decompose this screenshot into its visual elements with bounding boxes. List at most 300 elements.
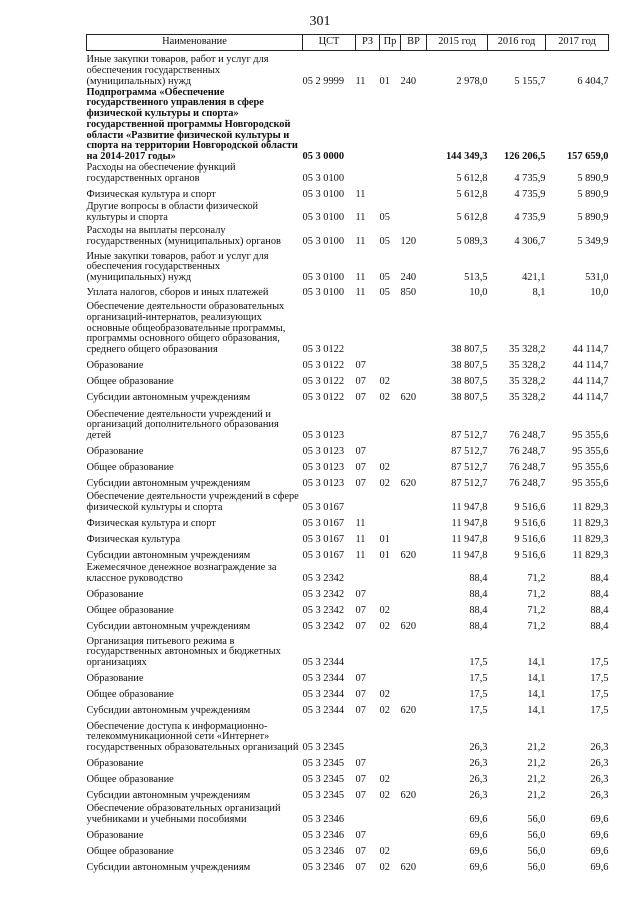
cell-y2015: 26,3 [469, 790, 488, 802]
cell-rz: 07 [355, 758, 366, 770]
cell-pr [380, 802, 401, 826]
cell-y2016: 56,0 [527, 814, 546, 826]
cell-y2016: 56,0 [527, 830, 546, 842]
cell-name: Общее образование [86, 774, 174, 786]
cell-y2015: 2 978,0 [456, 75, 488, 87]
cell-rz: 07 [355, 589, 366, 601]
table-row [87, 514, 609, 530]
cell-name: Образование [86, 360, 144, 372]
cell-y2017: 17,5 [590, 705, 609, 717]
cell-y2017: 95 355,6 [572, 478, 609, 490]
cell-y2016: 71,2 [527, 605, 546, 617]
cell-y2015: 11 947,8 [451, 534, 488, 546]
cell-name: Субсидии автономным учреждениям [86, 392, 251, 404]
cell-y2016: 9 516,6 [514, 502, 546, 514]
cell-vr [401, 490, 427, 514]
cell-rz: 11 [355, 287, 366, 299]
cell-name: Общее образование [86, 462, 174, 474]
cell-code: 05 3 2346 [302, 830, 345, 842]
cell-pr [380, 185, 401, 201]
cell-y2016: 421,1 [522, 272, 546, 284]
cell-rz: 07 [355, 478, 366, 490]
cell-pr: 05 [379, 212, 390, 224]
cell-code: 05 3 2342 [302, 621, 345, 633]
cell-y2017: 95 355,6 [572, 462, 609, 474]
cell-rz: 07 [355, 830, 366, 842]
budget-table [86, 34, 609, 874]
cell-name: Иные закупки товаров, работ и услуг для обеспечения государственных (муниципальных) нужд [86, 250, 269, 284]
cell-name: Расходы на обеспечение функций государственных органов [86, 162, 236, 185]
table-row [87, 248, 609, 284]
cell-y2015: 69,6 [469, 846, 488, 858]
cell-rz: 07 [355, 790, 366, 802]
cell-vr [401, 372, 427, 388]
table-row [87, 458, 609, 474]
column-header-vr: ВР [401, 35, 427, 51]
column-header-name: Наименование [87, 35, 303, 51]
cell-y2017: 17,5 [590, 689, 609, 701]
cell-y2017: 69,6 [590, 814, 609, 826]
cell-code: 05 3 0123 [302, 430, 345, 442]
cell-pr: 02 [379, 862, 390, 874]
cell-y2015: 38 807,5 [451, 360, 488, 372]
cell-vr: 620 [400, 550, 417, 562]
cell-pr: 02 [379, 376, 390, 388]
cell-name: Образование [86, 758, 144, 770]
cell-pr [380, 442, 401, 458]
cell-y2016: 14,1 [527, 705, 546, 717]
cell-code: 05 3 2344 [302, 673, 345, 685]
cell-y2016: 9 516,6 [514, 518, 546, 530]
cell-name: Общее образование [86, 605, 174, 617]
table-row [87, 858, 609, 874]
table-row [87, 826, 609, 842]
cell-y2017: 44 114,7 [572, 344, 609, 356]
cell-code: 05 3 2346 [302, 862, 345, 874]
cell-rz: 07 [355, 774, 366, 786]
cell-rz: 07 [355, 689, 366, 701]
cell-vr [401, 163, 427, 185]
cell-y2017: 11 829,3 [572, 534, 609, 546]
cell-vr [401, 530, 427, 546]
cell-y2016: 76 248,7 [509, 478, 546, 490]
cell-name: Физическая культура и спорт [86, 189, 216, 201]
cell-pr [380, 490, 401, 514]
cell-y2016: 14,1 [527, 673, 546, 685]
cell-rz: 11 [355, 550, 366, 562]
cell-code: 05 3 0122 [302, 392, 345, 404]
cell-vr: 850 [400, 287, 417, 299]
cell-name: Общее образование [86, 376, 174, 388]
cell-name: Образование [86, 589, 144, 601]
table-row [87, 669, 609, 685]
cell-y2015: 87 512,7 [451, 430, 488, 442]
cell-y2015: 26,3 [469, 758, 488, 770]
cell-y2015: 88,4 [469, 589, 488, 601]
cell-code: 05 3 0167 [302, 534, 345, 546]
cell-rz [356, 88, 380, 164]
table-row [87, 474, 609, 490]
cell-pr: 02 [379, 689, 390, 701]
cell-name: Иные закупки товаров, работ и услуг для обеспечения государственных (муниципальных) нужд [86, 54, 269, 87]
cell-y2017: 11 829,3 [572, 502, 609, 514]
cell-pr [380, 754, 401, 770]
table-row [87, 585, 609, 601]
cell-code: 05 3 0123 [302, 462, 345, 474]
cell-y2017: 5 890,9 [577, 212, 609, 224]
column-header-code: ЦСТ [303, 35, 356, 51]
cell-name: Субсидии автономным учреждениям [86, 790, 251, 802]
cell-y2017: 44 114,7 [572, 376, 609, 388]
cell-pr [380, 633, 401, 669]
cell-code: 05 3 0123 [302, 478, 345, 490]
cell-rz [356, 299, 380, 356]
cell-pr: 02 [379, 790, 390, 802]
cell-y2016: 21,2 [527, 742, 546, 754]
cell-vr [401, 185, 427, 201]
cell-pr: 05 [379, 272, 390, 284]
cell-vr [401, 458, 427, 474]
table-row [87, 770, 609, 786]
cell-vr [401, 633, 427, 669]
cell-y2016: 8,1 [532, 287, 546, 299]
cell-y2015: 11 947,8 [451, 502, 488, 514]
cell-name: Подпрограмма «Обеспечение государственного управления в сфере физической культуры и спорта» государственной программы Новгородской области «Развитие физической культуры и спорта на территории Новгородской области на 2014-2017 годы» [86, 86, 298, 163]
cell-pr: 01 [379, 534, 390, 546]
cell-vr: 620 [400, 478, 417, 490]
table-row [87, 754, 609, 770]
table-row [87, 617, 609, 633]
table-row [87, 185, 609, 201]
cell-vr [401, 88, 427, 164]
cell-y2015: 17,5 [469, 705, 488, 717]
cell-name: Другие вопросы в области физической культуры и спорта [86, 201, 259, 224]
cell-code: 05 3 2342 [302, 589, 345, 601]
cell-y2016: 56,0 [527, 862, 546, 874]
cell-rz: 11 [355, 272, 366, 284]
cell-y2017: 11 829,3 [572, 550, 609, 562]
cell-y2016: 35 328,2 [509, 344, 546, 356]
cell-pr [380, 717, 401, 754]
cell-code: 05 3 0167 [302, 502, 345, 514]
cell-code: 05 3 0100 [302, 287, 345, 299]
cell-y2015: 144 349,3 [445, 151, 488, 163]
column-header-rz: РЗ [356, 35, 380, 51]
cell-vr [401, 754, 427, 770]
cell-code: 05 3 2346 [302, 814, 345, 826]
cell-rz [356, 717, 380, 754]
cell-pr [380, 299, 401, 356]
cell-y2016: 21,2 [527, 758, 546, 770]
cell-vr [401, 770, 427, 786]
table-row [87, 284, 609, 299]
cell-pr: 02 [379, 846, 390, 858]
cell-vr [401, 601, 427, 617]
cell-rz: 07 [355, 376, 366, 388]
cell-y2017: 69,6 [590, 862, 609, 874]
cell-y2016: 9 516,6 [514, 534, 546, 546]
cell-vr [401, 685, 427, 701]
cell-code: 05 3 0100 [302, 272, 345, 284]
cell-y2015: 5 612,8 [456, 173, 488, 185]
cell-y2017: 5 890,9 [577, 173, 609, 185]
cell-name: Ежемесячное денежное вознаграждение за классное руководство [86, 562, 277, 585]
table-row [87, 562, 609, 585]
cell-pr: 02 [379, 605, 390, 617]
cell-name: Обеспечение деятельности образовательных организаций-интернатов, реализующих основные общеобразовательные программы, программы основного общего образования, среднего общего образования [86, 301, 286, 356]
cell-vr: 620 [400, 790, 417, 802]
table-row [87, 442, 609, 458]
cell-y2017: 17,5 [590, 673, 609, 685]
cell-vr [401, 669, 427, 685]
cell-y2016: 76 248,7 [509, 446, 546, 458]
cell-y2016: 14,1 [527, 657, 546, 669]
cell-rz [356, 404, 380, 442]
cell-vr [401, 299, 427, 356]
cell-vr [401, 356, 427, 372]
cell-code: 05 3 2344 [302, 705, 345, 717]
cell-y2017: 69,6 [590, 830, 609, 842]
cell-y2017: 26,3 [590, 774, 609, 786]
cell-y2016: 21,2 [527, 774, 546, 786]
cell-rz: 11 [355, 236, 366, 248]
cell-name: Расходы на выплаты персоналу государственных (муниципальных) органов [86, 225, 281, 248]
cell-name: Субсидии автономным учреждениям [86, 550, 251, 562]
cell-pr [380, 404, 401, 442]
cell-y2015: 87 512,7 [451, 462, 488, 474]
cell-code: 05 3 2346 [302, 846, 345, 858]
table-row [87, 224, 609, 248]
cell-code: 05 3 0167 [302, 550, 345, 562]
column-header-2016: 2016 год [488, 35, 546, 51]
cell-name: Образование [86, 673, 144, 685]
table-row [87, 404, 609, 442]
cell-code: 05 3 0100 [302, 189, 345, 201]
cell-code: 05 3 2344 [302, 689, 345, 701]
cell-y2015: 88,4 [469, 621, 488, 633]
cell-pr [380, 163, 401, 185]
cell-vr [401, 717, 427, 754]
cell-y2016: 4 735,9 [514, 173, 546, 185]
cell-vr [401, 514, 427, 530]
cell-y2017: 5 349,9 [577, 236, 609, 248]
cell-vr [401, 442, 427, 458]
cell-name: Субсидии автономным учреждениям [86, 705, 251, 717]
table-row [87, 685, 609, 701]
cell-y2017: 531,0 [585, 272, 609, 284]
cell-name: Субсидии автономным учреждениям [86, 478, 251, 490]
cell-vr: 620 [400, 621, 417, 633]
cell-vr: 620 [400, 862, 417, 874]
table-row [87, 802, 609, 826]
cell-pr: 01 [379, 550, 390, 562]
table-row [87, 372, 609, 388]
cell-code: 05 3 0100 [302, 173, 345, 185]
cell-name: Физическая культура и спорт [86, 518, 216, 530]
cell-name: Обеспечение образовательных организаций учебниками и учебными пособиями [86, 803, 281, 826]
cell-y2016: 71,2 [527, 621, 546, 633]
cell-rz: 11 [355, 189, 366, 201]
cell-y2015: 69,6 [469, 814, 488, 826]
cell-y2017: 11 829,3 [572, 518, 609, 530]
cell-y2017: 5 890,9 [577, 189, 609, 201]
cell-code: 05 3 2345 [302, 742, 345, 754]
cell-pr [380, 514, 401, 530]
cell-vr [401, 585, 427, 601]
cell-y2015: 69,6 [469, 862, 488, 874]
cell-y2017: 88,4 [590, 589, 609, 601]
table-row [87, 701, 609, 717]
cell-y2017: 69,6 [590, 846, 609, 858]
cell-name: Образование [86, 446, 144, 458]
cell-y2015: 38 807,5 [451, 376, 488, 388]
cell-rz: 07 [355, 605, 366, 617]
table-row [87, 51, 609, 88]
cell-pr: 05 [379, 236, 390, 248]
cell-y2015: 38 807,5 [451, 392, 488, 404]
cell-name: Обеспечение деятельности учреждений в сфере физической культуры и спорта [86, 491, 299, 514]
cell-rz: 07 [355, 621, 366, 633]
cell-y2015: 88,4 [469, 573, 488, 585]
cell-rz: 07 [355, 462, 366, 474]
cell-y2015: 5 089,3 [456, 236, 488, 248]
cell-pr: 02 [379, 478, 390, 490]
cell-pr [380, 669, 401, 685]
cell-code: 05 3 2345 [302, 774, 345, 786]
cell-pr: 02 [379, 621, 390, 633]
cell-y2015: 26,3 [469, 774, 488, 786]
table-row [87, 388, 609, 404]
cell-name: Субсидии автономным учреждениям [86, 862, 251, 874]
cell-y2017: 88,4 [590, 605, 609, 617]
cell-y2015: 5 612,8 [456, 189, 488, 201]
cell-name: Образование [86, 830, 144, 842]
cell-y2016: 4 735,9 [514, 189, 546, 201]
cell-y2017: 26,3 [590, 758, 609, 770]
cell-vr [401, 562, 427, 585]
cell-y2016: 35 328,2 [509, 360, 546, 372]
cell-code: 05 3 2345 [302, 790, 345, 802]
cell-name: Обеспечение деятельности учреждений и организаций дополнительного образования детей [86, 408, 279, 442]
cell-name: Организация питьевого режима в государственных автономных и бюджетных организациях [86, 635, 281, 669]
column-header-pr: Пр [380, 35, 401, 51]
cell-code: 05 3 0100 [302, 212, 345, 224]
cell-code: 05 3 0123 [302, 446, 345, 458]
cell-name: Физическая культура [86, 534, 181, 546]
cell-rz: 07 [355, 360, 366, 372]
cell-y2016: 4 306,7 [514, 236, 546, 248]
cell-vr: 240 [400, 272, 417, 284]
cell-name: Обеспечение доступа к информационно-телекоммуникационной сети «Интернет» государственных образовательных организаций [86, 720, 299, 754]
cell-vr [401, 842, 427, 858]
cell-code: 05 3 0122 [302, 376, 345, 388]
cell-pr: 02 [379, 462, 390, 474]
cell-name: Субсидии автономным учреждениям [86, 621, 251, 633]
cell-code: 05 3 2342 [302, 573, 345, 585]
cell-pr [380, 585, 401, 601]
cell-rz [356, 562, 380, 585]
cell-rz [356, 490, 380, 514]
cell-y2016: 126 206,5 [503, 151, 546, 163]
table-row [87, 299, 609, 356]
cell-y2017: 17,5 [590, 657, 609, 669]
cell-rz: 07 [355, 446, 366, 458]
cell-y2015: 5 612,8 [456, 212, 488, 224]
cell-code: 05 3 2345 [302, 758, 345, 770]
cell-y2016: 76 248,7 [509, 462, 546, 474]
cell-code: 05 2 9999 [302, 75, 345, 87]
cell-y2017: 88,4 [590, 573, 609, 585]
cell-y2015: 17,5 [469, 689, 488, 701]
cell-rz: 11 [355, 518, 366, 530]
table-row [87, 601, 609, 617]
cell-code: 05 3 0122 [302, 344, 345, 356]
cell-y2015: 88,4 [469, 605, 488, 617]
cell-code: 05 3 0122 [302, 360, 345, 372]
cell-y2015: 513,5 [464, 272, 488, 284]
cell-y2015: 38 807,5 [451, 344, 488, 356]
cell-vr: 620 [400, 705, 417, 717]
table-row [87, 201, 609, 224]
table-row [87, 88, 609, 164]
cell-y2017: 157 659,0 [566, 151, 609, 163]
cell-rz: 07 [355, 673, 366, 685]
column-header-2015: 2015 год [427, 35, 488, 51]
cell-rz: 07 [355, 705, 366, 717]
cell-y2015: 26,3 [469, 742, 488, 754]
cell-y2016: 14,1 [527, 689, 546, 701]
cell-y2016: 5 155,7 [514, 75, 546, 87]
cell-vr [401, 826, 427, 842]
table-row [87, 633, 609, 669]
cell-pr [380, 88, 401, 164]
cell-rz: 07 [355, 862, 366, 874]
cell-y2017: 95 355,6 [572, 430, 609, 442]
cell-code: 05 3 2344 [302, 657, 345, 669]
cell-code: 05 3 2342 [302, 605, 345, 617]
cell-name: Общее образование [86, 846, 174, 858]
cell-y2017: 88,4 [590, 621, 609, 633]
cell-y2017: 95 355,6 [572, 446, 609, 458]
cell-pr: 01 [379, 75, 390, 87]
cell-rz [356, 802, 380, 826]
cell-y2016: 4 735,9 [514, 212, 546, 224]
cell-y2015: 10,0 [469, 287, 488, 299]
table-row [87, 530, 609, 546]
cell-code: 05 3 0167 [302, 518, 345, 530]
cell-vr [401, 802, 427, 826]
cell-y2017: 6 404,7 [577, 75, 609, 87]
table-row [87, 356, 609, 372]
cell-y2016: 35 328,2 [509, 376, 546, 388]
cell-y2017: 26,3 [590, 790, 609, 802]
cell-vr: 620 [400, 392, 417, 404]
cell-vr [401, 201, 427, 224]
cell-pr [380, 826, 401, 842]
cell-y2015: 87 512,7 [451, 478, 488, 490]
cell-code: 05 3 0000 [302, 151, 345, 163]
cell-pr [380, 356, 401, 372]
table-row [87, 490, 609, 514]
cell-y2016: 76 248,7 [509, 430, 546, 442]
cell-y2017: 10,0 [590, 287, 609, 299]
cell-rz: 11 [355, 75, 366, 87]
table-row [87, 546, 609, 562]
cell-y2016: 56,0 [527, 846, 546, 858]
cell-rz [356, 163, 380, 185]
cell-y2016: 35 328,2 [509, 392, 546, 404]
column-header-2017: 2017 год [546, 35, 609, 51]
